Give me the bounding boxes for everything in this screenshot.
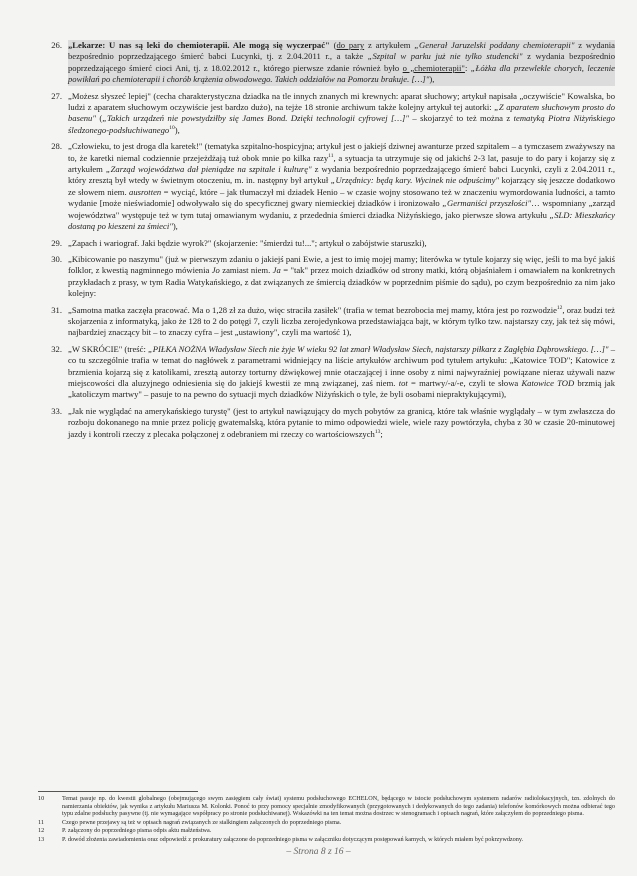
- text-run: Jo: [211, 265, 220, 276]
- text-run: zamiast niem.: [219, 265, 273, 276]
- text-run: … wspomniany „zarząd województwa" występuje też w tym tutaj omawianym wydaniu, z przedednia śmierci dziadka Niżyńskiego, jako pierwsze słowa artykułu: [68, 198, 616, 220]
- footnote: [38, 795, 615, 818]
- text-run: , a sytuacja ta utrzymuje się od jakichś 2-3 lat, pasuje to do pary i kojarzy się z artykułem: [68, 152, 615, 175]
- footnote: [38, 836, 615, 844]
- footnote-text: P. dowód złożenia zawiadomienia oraz odpowiedź z prokuratury załączone do poprzedniego pisma w załączniku dotyczącym postępowań karnych, w których miałem być pokrzywdzony.: [62, 835, 524, 843]
- text-run: „W SKRÓCIE" (treść:: [68, 343, 148, 354]
- item-text: [68, 305, 615, 339]
- item-text: [68, 141, 615, 232]
- list-item: [38, 238, 615, 249]
- list-item: [38, 141, 615, 232]
- footnote-text: Czego pewne przejawy są też w opisach nagrań związanych ze stalkingiem załączonych do poprzedniego pisma.: [62, 818, 342, 826]
- text-run: tot: [398, 377, 408, 388]
- text-run: ;: [380, 428, 383, 439]
- footnote-ref: 13: [374, 428, 381, 435]
- text-run: „Takich urządzeń nie powstydziłby się James Bond. Dzięki technologii cyfrowej […]": [102, 113, 409, 124]
- list-item: [38, 40, 615, 86]
- text-run: z wydania bezpośrednio poprzedzającego śmierć cioci Ani, tj. z 18.02.2012 r., którego pierwsze zdanie również było: [68, 51, 615, 73]
- item-text: [68, 254, 615, 300]
- text-run: „Lekarze: U nas są leki do chemioterapii. Ale mogą się wyczerpać": [68, 40, 330, 50]
- footnote-text: P. załączony do poprzedniego pisma odpis aktu małżeństwa.: [62, 827, 212, 835]
- text-run: (: [329, 40, 337, 50]
- text-run: „Kibicowanie po naszymu" (już w pierwszym zdaniu o jakiejś pani Ewie, a jest to imię mojej mamy; literówka w tytule kojarzy się więc, jeśli to ma być jakiś folklor, z kwestią nagminnego mówienia: [68, 253, 615, 276]
- text-run: = martwy/-a/-e, czyli te słowa: [407, 377, 522, 388]
- text-run: „Z aparatem słuchowym prosto do basenu": [68, 102, 615, 124]
- text-run: (: [95, 113, 103, 124]
- item-number: 33.: [51, 405, 62, 416]
- text-run: „Łóżka dla przewlekle chorych, leczenie powikłań po chemioterapii i chorób krążenia obwodowego. Takich oddziałów na Pomorzu brakuje. […]": [68, 62, 615, 85]
- text-run: „Generał Jaruzelski poddany chemioterapii": [414, 40, 575, 50]
- text-run: – skojarzyć to też można z: [409, 113, 514, 124]
- footnote-separator: [38, 791, 198, 792]
- text-run: „Zarząd województwa dał pieniądze na szpitale i kulturę": [105, 164, 312, 175]
- text-run: z wydania bezpośrednio poprzedzającego śmierć babci Lucynki, czyli z 2.04.2011 r., który zresztą był wtedy w świetnym otoczeniu, m. in. następny był artykuł: [68, 164, 615, 186]
- list-item: [38, 254, 615, 300]
- text-run: :: [464, 62, 471, 73]
- item-text: [68, 40, 615, 86]
- text-run: „SLD: Mieszkańcy dostaną po kieszeni za śmieci": [68, 209, 615, 232]
- text-run: „Możesz słyszeć lepiej" (cecha charakterystyczna dziadka na tle innych znanych mi krewnych: aparat słuchowy; artykuł napisała „oczywiście" Kowalska, bo ludzi z aparatem słuchowym oczywiście jest bardzo dużo), na tejże 18 stronie archiwum także kolejny artykuł tej autorki:: [68, 90, 615, 113]
- item-number: 31.: [51, 304, 62, 315]
- footnote-number: 13: [38, 835, 45, 843]
- list-item: [38, 91, 615, 137]
- list-item: [38, 406, 615, 440]
- text-run: = "tak" przez moich dziadków od strony matki, którą objaśniałem i omawiałem na konkretnych przykładach z prasy, w tym Radia Watykańskiego, z dat związanych ze śmiercią dziadków w poprzednim piśmie do sądu), po czym bezpośrednio za nim jako kolejny:: [68, 265, 615, 299]
- text-run: z wydania bezpośrednio poprzedzającego śmierć babci Lucynki, tj. z 2.04.2011 r., a także: [68, 40, 615, 62]
- text-run: „Germaniści przyszłości": [442, 198, 532, 209]
- text-run: Ja: [272, 265, 281, 276]
- item-text: [68, 344, 615, 401]
- text-run: ),: [429, 74, 435, 85]
- item-number: 29.: [51, 237, 62, 248]
- footnote-number: 12: [38, 827, 45, 835]
- text-run: – co tu szczególnie trafia w temat do nagłówek z parametrami widniejący na liście artykułów archiwum pod tytułem artykułu: „Katowice TOD"; Katowice z brzmienia kojarzą się z katolikami, zresztą autorzy torturny dźwiękowej mnie otaczającej i inne osoby z nimi najwyraźniej powiązane nieraz używali nazw miejscowości dla aluzyjnego odniesienia się do jakiejś kwestii ze mną związanej, zaś niem.: [68, 343, 615, 388]
- footnote-number: 10: [38, 795, 45, 802]
- text-run: „PIŁKA NOŻNA Władysław Siech nie żyje W wieku 92 lat zmarł Władysław Siech, najstarszy piłkarz z Zagłębia Dąbrowskiego. […]": [148, 343, 609, 354]
- text-run: = wyciąć, które – jak tłumaczył mi dziadek Henio – w czasie wojny stosowano też w znaczeniu wymordowania ludności, a tamto wydanie [może nieświadomie] odwoływało się do specyficznej gwary niemieckiej dziadków i ironizowało: [68, 186, 616, 209]
- text-run: ),: [174, 124, 180, 135]
- numbered-list: [38, 40, 615, 445]
- text-run: „Samotna matka zaczęła pracować. Ma o 1,28 zł za dużo, więc straciła zasiłek" (trafia w temat bezrobocia mej mamy, która jest po rozwodzie: [68, 304, 557, 315]
- text-run: kojarzący się jeszcze dodatkowo ze słowem niem.: [68, 175, 615, 197]
- text-run: o „chemioterapii": [402, 62, 465, 73]
- text-run: Katowice TOD: [521, 377, 575, 388]
- item-text: [68, 238, 615, 249]
- footnote-text: Temat pasuje np. do kwestii globalnego (obejmującego swym zasięgiem cały świat) systemu podsłuchowego ECHELON, będącego w istocie podsłuchowym systemem radarów radiolokacyjnych, tzn. zdolnych do namierzania obiektów, jak wynika z artykułu Mariusza M. Kolonki. Ponoć to przy pomocy specjalnie zmodyfikowanych (przygotowanych i dedykowanych do tego zadania) telefonów komórkowych można odbierać tego typu zdalne podsłuchy pasywne (tj. nie wymagające współpracy po stronie podsłuchiwanej). Wskazówki na ten temat można dostrzec w stenogramach i opisach nagrań, które załączyłem do poprzedniego pisma.: [62, 795, 615, 818]
- item-number: 28.: [51, 141, 62, 152]
- text-run: ),: [172, 221, 178, 232]
- text-run: „Człowieku, to jest droga dla karetek!" (tematyka szpitalno-hospicyjna; artykuł jest o jakiejś dziwnej awanturze przed szpitalem – a tymczasem zważywszy na to, że karetki niemal codziennie przejeżdżają tuż obok mnie po kilka razy: [68, 141, 615, 163]
- item-number: 26.: [51, 40, 62, 50]
- footnote-ref: 11: [328, 152, 334, 159]
- text-run: „Szpital w parku już nie tylko studencki": [367, 51, 523, 62]
- text-run: do pary: [336, 40, 365, 50]
- text-run: , oraz budzi też skojarzenia z informatyką, jako że 128 to 2 do potęgi 7, czyli liczba zerojedynkowa przedstawiająca bajt, w którym tylko tzw. najstarszy czy, jak też się mówi, najbardziej znaczący bit – to znaczy cyfra – jest „ustawiony", czyli ma wartość 1),: [68, 304, 615, 338]
- item-text: [68, 91, 615, 137]
- page-number: – Strona 8 z 16 –: [286, 847, 351, 857]
- footnote: [38, 827, 615, 835]
- text-run: brzmią jak „katoliczym martwy" – pasuje to na pewno do sytuacji mych dziadków Niżyńskich o tyle, że byli osobami niepraktykującymi),: [68, 377, 615, 400]
- text-run: tematyką Piotra Niżyńskiego śledzonego-podsłuchiwanego: [68, 113, 616, 135]
- list-item: [38, 305, 615, 339]
- text-run: „Urzędnicy: będą kary. Wycinek nie odpuścimy": [330, 175, 500, 186]
- list-item: [38, 344, 615, 401]
- footnote-ref: 10: [169, 124, 175, 131]
- item-number: 27.: [51, 90, 62, 101]
- text-run: „Jak nie wyglądać na amerykańskiego turystę" (jest to artykuł nawiązujący do mych pobytów za granicą, które tak właśnie wyglądały – w tym zwłaszcza do rozboju dokonanego na mnie przez policję gwatemalską, która pytanie to mimo odpowiedzi wiele, wiele razy powtórzyła, chyba z 30 w czasie 20-minutowej jazdy i kontroli rzeczy z plecaka połączonej z odebraniem mi rzeczy co wartościowszych: [68, 405, 615, 439]
- text-run: z artykułem: [364, 40, 415, 50]
- text-run: „Zapach i wariograf. Jaki będzie wyrok?" (skojarzenie: "śmierdzi tu!..."; artykuł o zabójstwie staruszki),: [68, 237, 427, 248]
- item-number: 32.: [51, 343, 62, 354]
- footnote-ref: 12: [556, 304, 563, 311]
- item-text: [68, 406, 615, 440]
- footnotes: [38, 795, 615, 845]
- item-number: 30.: [51, 253, 62, 264]
- footnote-number: 11: [38, 818, 44, 826]
- footnote: [38, 819, 615, 827]
- text-run: ausrotten: [129, 186, 162, 197]
